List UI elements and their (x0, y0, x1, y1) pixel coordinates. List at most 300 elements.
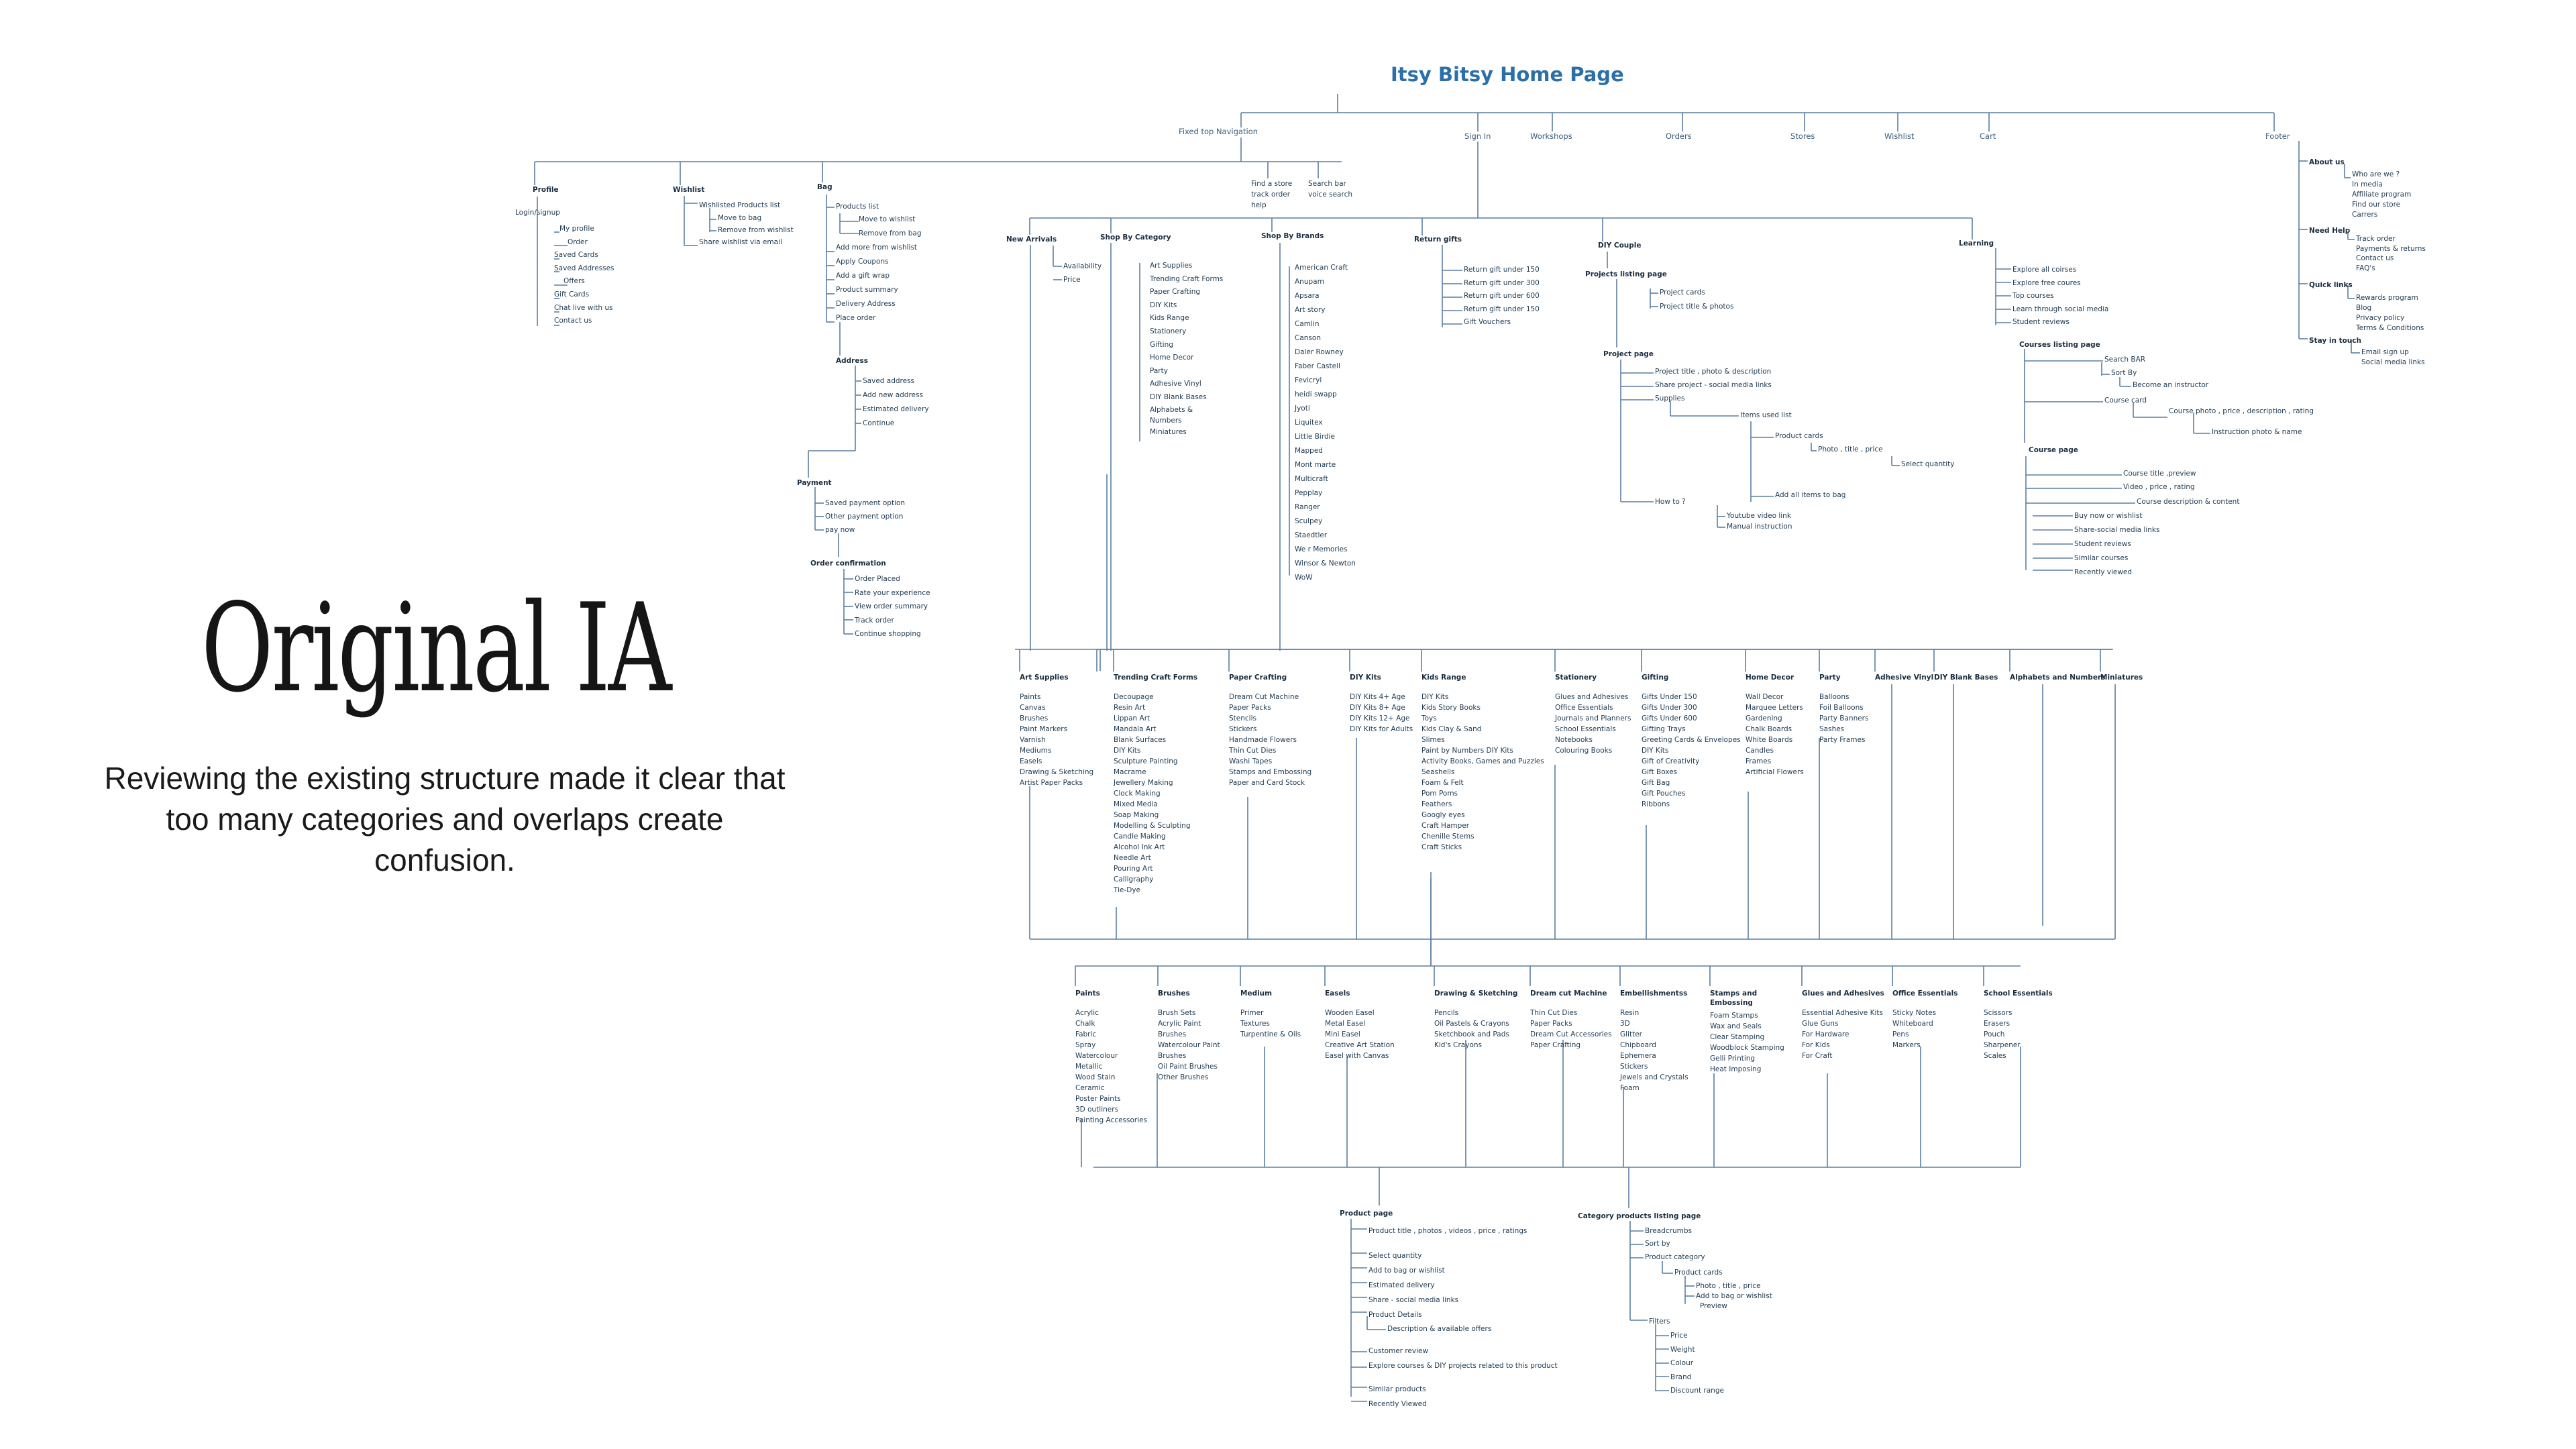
category-listing-list (1696, 1281, 1772, 1311)
category-item: Artist Paper Packs (1020, 779, 1083, 787)
list-item: Contact us (2356, 254, 2394, 262)
list-item: Contact us (554, 317, 592, 325)
subcategory-item: Fabric (1075, 1030, 1097, 1038)
subcategory-item: Scales (1984, 1052, 2006, 1060)
list-item: Colour (1670, 1359, 1694, 1367)
quick-links-title: Quick links (2309, 281, 2353, 289)
list-item: track order (1251, 191, 1291, 199)
return-gifts-title: Return gifts (1414, 235, 1462, 244)
list-item: heidi swapp (1295, 390, 1337, 398)
list-item: Saved Addresses (554, 264, 614, 272)
list-item: Delivery Address (836, 300, 896, 308)
product-page-item: Explore courses & DIY projects related to this product (1368, 1362, 1558, 1370)
subcategory-item: Other Brushes (1158, 1073, 1209, 1081)
list-item: Add to bag or wishlist (1696, 1292, 1772, 1300)
courses-listing-item: Search BAR (2104, 356, 2146, 364)
category-item: Macrame (1114, 768, 1146, 776)
category-item: Gardening (1746, 714, 1782, 722)
subcategory-item: Ceramic (1075, 1084, 1105, 1092)
subcategory-column (1530, 989, 1612, 1051)
list-item: Multicraft (1295, 475, 1328, 483)
diy-couple-title: DIY Couple (1598, 241, 1642, 250)
wishlist-node: Wishlist (1884, 131, 1915, 141)
subcategory-item: Painting Accessories (1075, 1116, 1148, 1124)
course-page-title: Course page (2029, 446, 2078, 454)
category-item: Slimes (1421, 736, 1445, 744)
product-page-title: Product page (1340, 1210, 1393, 1218)
list-item: Ranger (1295, 503, 1320, 511)
subcategory-column (1434, 989, 1517, 1051)
subcategory-column (1892, 989, 1957, 1051)
list-item: Similar courses (2074, 554, 2129, 562)
list-item: Chat live with us (554, 303, 613, 312)
list-item: Price (1063, 276, 1081, 284)
list-item: Kids Range (1150, 314, 1189, 323)
address-list (863, 374, 929, 431)
category-item: Party Banners (1819, 714, 1869, 722)
list-item: Art Supplies (1150, 262, 1193, 270)
list-item: Stationery (1150, 327, 1187, 335)
courses-listing-title: Courses listing page (2019, 341, 2100, 349)
profile-list (554, 223, 614, 328)
category-item: Brushes (1020, 714, 1049, 722)
category-item: Thin Cut Dies (1229, 747, 1277, 755)
new-arrivals-title: New Arrivals (1006, 235, 1057, 244)
course-page-item: Course title ,preview (2123, 470, 2196, 478)
project-page-item: Add all items to bag (1775, 491, 1846, 499)
category-listing-item: Breadcrumbs (1645, 1227, 1692, 1235)
list-item: Brand (1670, 1373, 1692, 1381)
list-item: Products list (836, 203, 879, 211)
list-item: American Craft (1295, 264, 1348, 272)
category-title: DIY Blank Bases (1934, 674, 1998, 682)
category-title: Art Supplies (1020, 674, 1069, 682)
login-label: Login/signup (515, 209, 560, 217)
list-item: Art story (1295, 306, 1326, 314)
list-item: Photo , title , price (1696, 1282, 1761, 1290)
category-item: Handmade Flowers (1229, 736, 1297, 744)
subcategory-column (1158, 989, 1220, 1083)
list-item: Daler Rowney (1295, 348, 1344, 356)
courses-listing-item: Become an instructor (2133, 381, 2209, 389)
subcategory-item: Textures (1240, 1020, 1270, 1028)
list-item: Recently viewed (2074, 568, 2133, 576)
intro-title: Original IA (201, 577, 670, 719)
category-item: Foil Balloons (1819, 704, 1864, 712)
subcategory-title: Easels (1325, 989, 1350, 998)
list-item: Continue shopping (855, 630, 921, 638)
list-item: Trending Craft Forms (1150, 274, 1224, 283)
product-page-list (1368, 1248, 1458, 1322)
subcategory-item: Foam Stamps (1710, 1012, 1758, 1020)
subcategory-item: Ephemera (1620, 1052, 1656, 1060)
subcategory-item: Wax and Seals (1710, 1022, 1762, 1030)
list-item: Weight (1670, 1345, 1695, 1354)
subcategory-item: Essential Adhesive Kits (1802, 1009, 1883, 1017)
list-item: In media (2352, 180, 2383, 189)
category-item: Stickers (1229, 725, 1257, 733)
category-title: Party (1819, 674, 1841, 682)
list-item: Privacy policy (2356, 314, 2405, 322)
category-item: Tie-Dye (1114, 886, 1141, 894)
category-column (2100, 673, 2143, 692)
subcategory-title: Stamps and Embossing (1710, 989, 1758, 1007)
category-item: Ribbons (1642, 800, 1670, 808)
courses-listing-item: Course photo , price , description , rating (2169, 407, 2314, 415)
category-item: Gift Boxes (1642, 768, 1678, 776)
list-item: Social media links (2361, 358, 2425, 366)
stores-node: Stores (1790, 131, 1815, 141)
subcategory-item: Pouch (1984, 1030, 2005, 1038)
category-item: Modelling & Sculpting (1114, 822, 1191, 830)
category-title: Gifting (1642, 674, 1669, 682)
subcategory-title: Drawing & Sketching (1434, 989, 1518, 998)
category-item: Varnish (1020, 736, 1046, 744)
category-listing-item: Sort by (1645, 1240, 1670, 1248)
subcategory-item: Poster Paints (1075, 1095, 1121, 1103)
list-item: Discount range (1670, 1387, 1724, 1395)
list-item: help (1251, 201, 1267, 209)
category-item: Sculpture Painting (1114, 757, 1178, 765)
list-item: Saved Cards (554, 251, 598, 260)
list-item: Apsara (1295, 292, 1320, 300)
list-item: Little Birdie (1295, 433, 1336, 441)
category-item: Resin Art (1114, 704, 1146, 712)
subcategory-item: Resin (1620, 1009, 1640, 1017)
list-item: Paper Crafting (1150, 288, 1201, 297)
category-item: Glues and Adhesives (1555, 693, 1629, 701)
category-item: Mediums (1020, 747, 1052, 755)
category-listing-item: Filters (1649, 1318, 1670, 1326)
category-column (2010, 673, 2105, 692)
category-item: Calligraphy (1114, 875, 1154, 883)
shop-by-brands-title: Shop By Brands (1261, 232, 1324, 240)
return-gifts-list (1464, 264, 1540, 329)
list-item: Availability (1063, 262, 1102, 270)
subcategory-item: Easel with Canvas (1325, 1052, 1389, 1060)
list-item: Add more from wishlist (836, 244, 918, 252)
category-item: Mandala Art (1114, 725, 1157, 733)
category-item: Gifts Under 150 (1642, 693, 1697, 701)
new-arrivals-list (1063, 260, 1102, 286)
subcategory-item: Wood Stain (1075, 1073, 1116, 1081)
subcategory-item: Foam (1620, 1084, 1640, 1092)
subcategory-item: Stickers (1620, 1063, 1648, 1071)
category-item: Craft Sticks (1421, 843, 1462, 851)
list-item: Saved address (863, 377, 915, 385)
subcategory-item: Dream Cut Accessories (1530, 1030, 1612, 1038)
subcategory-item: Erasers (1984, 1020, 2010, 1028)
intro-subtitle: Reviewing the existing structure made it clear that too many categories and overlaps create confusion. (104, 761, 786, 877)
category-listing-item: Product category (1645, 1253, 1705, 1261)
shop-by-category-list (1150, 260, 1223, 439)
shop-by-brands-list (1295, 261, 1356, 585)
category-item: Pouring Art (1114, 865, 1153, 873)
list-item: Faber Castell (1295, 362, 1340, 370)
list-item: Add a gift wrap (836, 272, 890, 280)
list-item: Home Decor (1150, 354, 1194, 362)
subcategory-item: Sketchbook and Pads (1434, 1030, 1509, 1038)
category-item: Jewellery Making (1114, 779, 1173, 787)
category-item: Colouring Books (1555, 747, 1613, 755)
category-item: Paint Markers (1020, 725, 1068, 733)
list-item: Find our store (2352, 201, 2401, 209)
category-item: Stencils (1229, 714, 1256, 722)
top-nav-node: Fixed top Navigation (1179, 127, 1258, 136)
list-item: Project title & photos (1660, 303, 1734, 311)
subcategory-item: Creative Art Station (1325, 1041, 1395, 1049)
projects-listing-title: Projects listing page (1585, 270, 1667, 278)
stay-in-touch-title: Stay in touch (2309, 337, 2361, 345)
list-item: Student reviews (2012, 318, 2070, 327)
category-item: Activity Books, Games and Puzzles (1421, 757, 1544, 765)
list-item: Move to wishlist (859, 215, 916, 223)
subcategory-item: Spray (1075, 1041, 1096, 1049)
subcategory-column (1075, 989, 1147, 1126)
list-item: Wishlisted Products list (699, 201, 781, 209)
category-item: Mixed Media (1114, 800, 1158, 808)
category-item: Gifts Under 300 (1642, 704, 1697, 712)
list-item: Fevicryl (1295, 376, 1322, 384)
category-item: Clock Making (1114, 790, 1161, 798)
list-item: Add to bag or wishlist (1368, 1267, 1445, 1275)
category-title: Home Decor (1746, 674, 1794, 682)
learning-list (2012, 264, 2108, 329)
category-column (1555, 673, 1631, 756)
category-item: Feathers (1421, 800, 1452, 808)
project-page-item: Project title , photo & description (1655, 368, 1772, 376)
category-item: Alcohol Ink Art (1114, 843, 1165, 851)
category-item: Sashes (1819, 725, 1845, 733)
category-item: Seashells (1421, 768, 1455, 776)
category-item: Chalk Boards (1746, 725, 1792, 733)
cart-node: Cart (1980, 131, 1996, 141)
category-item: Party Frames (1819, 736, 1866, 744)
search-links (1308, 178, 1352, 200)
list-item: Staedtler (1295, 531, 1328, 539)
list-item: Order (568, 237, 588, 246)
courses-listing-item: Sort By (2111, 369, 2137, 377)
category-item: Soap Making (1114, 811, 1159, 819)
category-item: Decoupage (1114, 693, 1154, 701)
list-item: Terms & Conditions (2356, 324, 2424, 332)
about-title: About us (2309, 158, 2345, 166)
category-item: Drawing & Sketching (1020, 768, 1094, 776)
payment-title: Payment (797, 479, 832, 487)
about-list (2352, 170, 2411, 220)
list-item: Rate your experience (855, 588, 930, 597)
list-item: Track order (855, 616, 894, 625)
list-item: Student reviews (2074, 540, 2131, 548)
subcategory-item: Paper Packs (1530, 1020, 1572, 1028)
subcategory-item: 3D outliners (1075, 1106, 1119, 1114)
category-title: Trending Craft Forms (1114, 674, 1198, 682)
subcategory-item: Oil Pastels & Crayons (1434, 1020, 1509, 1028)
project-page-item: Supplies (1655, 394, 1685, 402)
list-item: Move to bag (718, 213, 762, 222)
footer-node: Footer (2265, 131, 2290, 141)
list-item: Track order (2356, 235, 2396, 243)
subcategory-item: For Kids (1802, 1041, 1830, 1049)
list-item: Add new address (863, 391, 923, 399)
category-item: Frames (1746, 757, 1772, 765)
list-item: Explore free coures (2012, 278, 2081, 287)
subcategory-title: Office Essentials (1892, 989, 1958, 998)
list-item: Payments & returns (2356, 244, 2426, 253)
profile-title: Profile (533, 186, 559, 194)
subcategory-item: Glue Guns (1802, 1020, 1839, 1028)
project-page-item: Items used list (1740, 411, 1792, 419)
list-item: Order Placed (855, 575, 900, 583)
list-item: Learn through social media (2012, 305, 2109, 313)
course-page-item: Video , price , rating (2123, 483, 2195, 491)
category-item: Artificial Flowers (1746, 768, 1804, 776)
category-title: Paper Crafting (1229, 674, 1287, 682)
list-item: Top courses (2012, 292, 2054, 301)
list-item: Price (1670, 1332, 1688, 1340)
list-item: Return gift under 150 (1464, 266, 1540, 274)
signin-node: Sign In (1464, 131, 1491, 141)
project-page-item: Manual instruction (1727, 523, 1792, 531)
category-item: Foam & Felt (1421, 779, 1464, 787)
list-item: Place order (836, 314, 876, 322)
list-item: Anupam (1295, 278, 1324, 286)
subcategory-item: Oil Paint Brushes (1158, 1063, 1218, 1071)
list-item: Estimated delivery (863, 405, 929, 413)
category-item: Candles (1746, 747, 1774, 755)
category-item: Washi Tapes (1229, 757, 1273, 765)
learning-title: Learning (1959, 239, 1994, 248)
address-title: Address (836, 357, 868, 365)
category-item: DIY Kits 12+ Age (1350, 714, 1410, 722)
project-page-title: Project page (1603, 350, 1654, 358)
subcategory-column (1984, 989, 2053, 1061)
list-item: Project cards (1660, 288, 1705, 297)
category-item: Needle Art (1114, 854, 1151, 862)
category-title: Miniatures (2100, 674, 2143, 682)
subcategory-title: Brushes (1158, 989, 1190, 998)
list-item: Camlin (1295, 320, 1320, 328)
category-item: Journals and Planners (1555, 714, 1631, 722)
project-page-item: Photo , title , price (1818, 445, 1883, 453)
category-item: Balloons (1819, 693, 1849, 701)
category-item: Marquee Letters (1746, 704, 1803, 712)
orders-node: Orders (1666, 131, 1692, 141)
courses-listing-item: Course card (2104, 396, 2147, 405)
list-item: Rewards program (2356, 294, 2418, 302)
order-confirmation-list (855, 572, 930, 641)
list-item: Estimated delivery (1368, 1281, 1435, 1289)
category-item: Paper and Card Stock (1229, 779, 1305, 787)
list-item: Carrers (2352, 211, 2378, 219)
category-title: Alphabets and Numbers (2010, 674, 2106, 682)
category-item: Dream Cut Machine (1229, 693, 1299, 701)
category-item: Craft Hamper (1421, 822, 1470, 830)
list-item: Preview (1700, 1302, 1727, 1310)
product-page-item: Customer review (1368, 1347, 1429, 1355)
list-item: Alphabets & Numbers (1150, 405, 1193, 425)
subcategory-item: Chalk (1075, 1020, 1095, 1028)
category-item: Gifting Trays (1642, 725, 1686, 733)
project-page-item: Product cards (1775, 432, 1823, 440)
list-item: Mapped (1295, 447, 1323, 455)
category-item: DIY Kits (1642, 747, 1669, 755)
subcategory-item: Woodblock Stamping (1710, 1044, 1784, 1052)
category-item: DIY Kits 4+ Age (1350, 693, 1405, 701)
category-column (1421, 673, 1544, 853)
payment-list (825, 496, 905, 537)
list-item: voice search (1308, 191, 1353, 199)
category-column (1875, 673, 1933, 692)
list-item: We r Memories (1295, 545, 1348, 553)
list-item: Find a store (1251, 180, 1293, 188)
list-item: Share wishlist via email (699, 237, 782, 246)
help-list (2356, 234, 2426, 273)
wishlist-list (699, 199, 794, 249)
subcategory-item: Pens (1892, 1030, 1909, 1038)
category-item: Lippan Art (1114, 714, 1150, 722)
subcategory-title: School Essentials (1984, 989, 2053, 998)
category-column (1114, 673, 1197, 896)
category-listing-item: Product cards (1674, 1269, 1723, 1277)
list-item: Mont marte (1295, 461, 1336, 469)
subcategory-title: Medium (1240, 989, 1273, 998)
category-column (1020, 673, 1093, 788)
subcategory-item: Brushes (1158, 1052, 1187, 1060)
subcategory-item: Heat Imposing (1710, 1065, 1762, 1073)
subcategory-item: Watercolour Paint (1158, 1041, 1220, 1049)
subcategory-item: Clear Stamping (1710, 1033, 1765, 1041)
list-item: Winsor & Newton (1295, 559, 1356, 568)
category-item: Blank Surfaces (1114, 736, 1167, 744)
category-item: Toys (1421, 714, 1437, 722)
courses-listing-item: Instruction photo & name (2212, 428, 2302, 436)
list-item: Gifting (1150, 340, 1173, 349)
list-item: Adhesive Vinyl (1150, 380, 1201, 388)
category-item: Canvas (1020, 704, 1046, 712)
subcategory-item: Brush Sets (1158, 1009, 1196, 1017)
project-page-item: How to ? (1655, 498, 1686, 506)
list-item: Remove from bag (859, 229, 922, 237)
subcategory-column (1802, 989, 1884, 1061)
category-item: Paint by Numbers DIY Kits (1421, 747, 1513, 755)
subcategory-item: Jewels and Crystals (1620, 1073, 1688, 1081)
subcategory-item: Markers (1892, 1041, 1921, 1049)
category-item: Stamps and Embossing (1229, 768, 1312, 776)
subcategory-column (1620, 989, 1688, 1093)
list-item: Canson (1295, 334, 1321, 342)
list-item: View order summary (855, 602, 928, 610)
list-item: Apply Coupons (836, 258, 889, 266)
subcategory-column (1240, 989, 1301, 1040)
subcategory-title: Paints (1075, 989, 1100, 998)
list-item: Continue (863, 419, 895, 427)
category-title: Stationery (1555, 674, 1597, 682)
course-page-item: Course description & content (2137, 498, 2240, 506)
store-links (1251, 178, 1292, 211)
list-item: Select quantity (1368, 1252, 1422, 1260)
list-item: Buy now or wishlist (2074, 512, 2143, 520)
list-item: Search bar (1308, 180, 1346, 188)
category-item: Gift of Creativity (1642, 757, 1700, 765)
product-page-item: Product title , photos , videos , price , ratings (1368, 1227, 1527, 1235)
list-item: Affiliate program (2352, 191, 2412, 199)
subcategory-column (1710, 989, 1784, 1075)
category-item: White Boards (1746, 736, 1793, 744)
category-title: DIY Kits (1350, 674, 1381, 682)
subcategory-item: Sticky Notes (1892, 1009, 1937, 1017)
category-column (1819, 673, 1868, 745)
